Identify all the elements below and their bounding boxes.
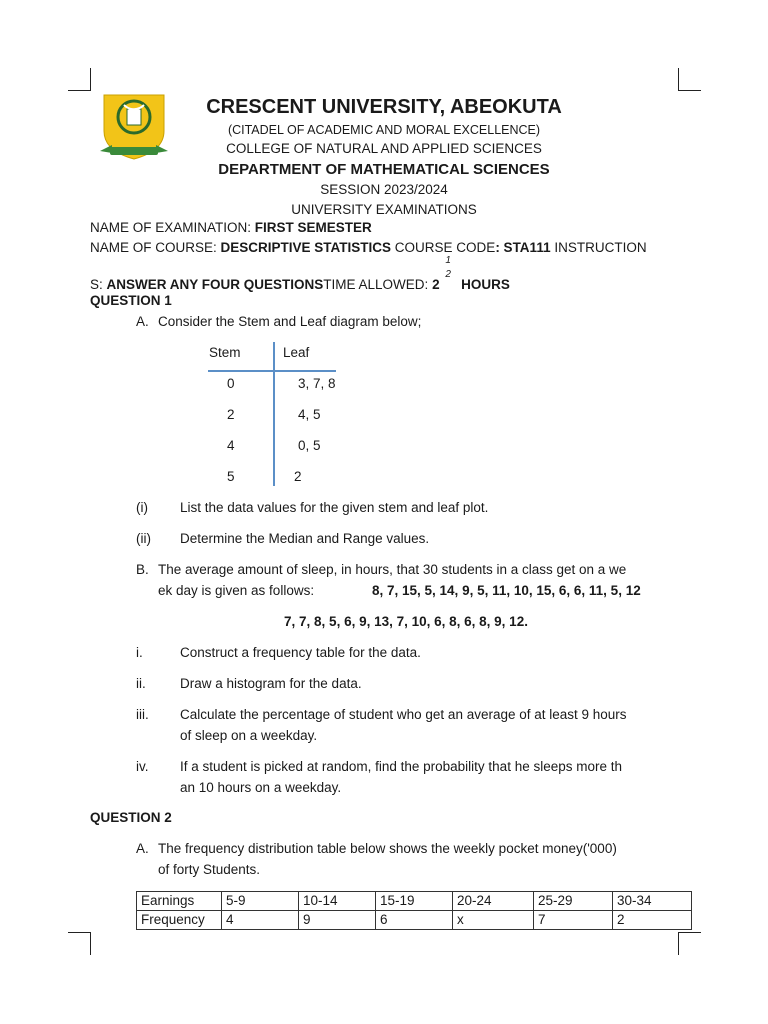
course-code-label: COURSE CODE <box>391 240 496 255</box>
instruction-value: ANSWER ANY FOUR QUESTIONS <box>106 277 324 292</box>
leaf-value: 0, 5 <box>298 438 321 453</box>
college-name: COLLEGE OF NATURAL AND APPLIED SCIENCES <box>226 141 542 156</box>
crop-mark-bottom-right <box>678 932 701 955</box>
exam-type-label: UNIVERSITY EXAMINATIONS <box>291 202 477 217</box>
q1-biv-marker: iv. <box>136 759 149 774</box>
stem-value: 5 <box>227 469 235 484</box>
crop-mark-bottom-left <box>68 932 91 955</box>
time-fraction-den: 2 <box>445 269 451 280</box>
exam-name-label: NAME OF EXAMINATION: <box>90 220 255 235</box>
q1-a-text: Consider the Stem and Leaf diagram below; <box>158 314 422 329</box>
q2-a-marker: A. <box>136 841 149 856</box>
q1-biii-line2: of sleep on a weekday. <box>180 728 318 743</box>
stem-value: 0 <box>227 376 235 391</box>
q1-biv-line2: an 10 hours on a weekday. <box>180 780 342 795</box>
leaf-value: 2 <box>294 469 302 484</box>
table-cell: 2 <box>613 911 692 930</box>
department-name: DEPARTMENT OF MATHEMATICAL SCIENCES <box>218 161 550 178</box>
instruction-label-cont: S: <box>90 277 107 292</box>
stem-value: 4 <box>227 438 235 453</box>
exam-name-line <box>90 220 372 235</box>
table-row <box>137 911 692 930</box>
session-label: SESSION 2023/2024 <box>320 182 448 197</box>
leaf-value: 4, 5 <box>298 407 321 422</box>
q1-biii-marker: iii. <box>136 707 149 722</box>
course-line <box>90 240 647 255</box>
table-cell: 4 <box>222 911 299 930</box>
table-cell: 25-29 <box>534 892 613 911</box>
question-2-title: QUESTION 2 <box>90 810 172 825</box>
q1-bii-marker: ii. <box>136 676 146 691</box>
instruction-label: INSTRUCTION <box>550 240 647 255</box>
table-cell: 20-24 <box>453 892 534 911</box>
question-1-title: QUESTION 1 <box>90 293 172 308</box>
q1-b-line2: ek day is given as follows: <box>158 583 315 598</box>
q1-b-data2: 7, 7, 8, 5, 6, 9, 13, 7, 10, 6, 8, 6, 8, 9, 12. <box>284 614 528 629</box>
q1-i-marker: (i) <box>136 500 148 515</box>
leaf-value: 3, 7, 8 <box>298 376 336 391</box>
q1-bii-text: Draw a histogram for the data. <box>180 676 362 691</box>
crop-mark-top-left <box>68 68 91 91</box>
q1-b-marker: B. <box>136 562 149 577</box>
table-cell: Frequency <box>137 911 222 930</box>
course-label: NAME OF COURSE: <box>90 240 221 255</box>
frequency-table <box>136 891 692 930</box>
q1-biv-line1: If a student is picked at random, find the probability that he sleeps more th <box>180 759 622 774</box>
table-cell: 9 <box>299 911 376 930</box>
time-fraction <box>443 255 457 289</box>
course-code-value: : STA111 <box>495 240 551 255</box>
q2-a-line1: The frequency distribution table below shows the weekly pocket money('000) <box>158 841 617 856</box>
q2-a-line2: of forty Students. <box>158 862 261 877</box>
table-cell: 6 <box>376 911 453 930</box>
q1-i-text: List the data values for the given stem and leaf plot. <box>180 500 489 515</box>
stem-leaf-horizontal-rule <box>208 370 336 372</box>
time-whole: 2 <box>432 277 440 292</box>
stem-value: 2 <box>227 407 235 422</box>
university-name: CRESCENT UNIVERSITY, ABEOKUTA <box>206 96 562 118</box>
time-unit: HOURS <box>461 277 510 292</box>
stem-leaf-vertical-rule <box>273 342 275 486</box>
table-row <box>137 892 692 911</box>
instruction-line <box>90 255 510 292</box>
table-cell: 15-19 <box>376 892 453 911</box>
q1-bi-marker: i. <box>136 645 143 660</box>
time-allowed-label: TIME ALLOWED: <box>323 277 433 292</box>
q1-ii-text: Determine the Median and Range values. <box>180 531 430 546</box>
table-cell: x <box>453 911 534 930</box>
university-motto: (CITADEL OF ACADEMIC AND MORAL EXCELLENCE) <box>227 123 541 137</box>
q1-bi-text: Construct a frequency table for the data. <box>180 645 421 660</box>
q1-b-line1: The average amount of sleep, in hours, that 30 students in a class get on a we <box>158 562 627 577</box>
table-cell: 30-34 <box>613 892 692 911</box>
stem-header: Stem <box>209 345 241 360</box>
crop-mark-top-right <box>678 68 701 91</box>
q1-a-marker: A. <box>136 314 149 329</box>
leaf-header: Leaf <box>283 345 310 360</box>
time-fraction-num: 1 <box>445 255 451 266</box>
table-cell: 5-9 <box>222 892 299 911</box>
course-value: DESCRIPTIVE STATISTICS <box>220 240 392 255</box>
q1-b-data1: 8, 7, 15, 5, 14, 9, 5, 11, 10, 15, 6, 6, 11, 5, 12 <box>372 583 641 598</box>
exam-name-value: FIRST SEMESTER <box>254 220 372 235</box>
q1-biii-line1: Calculate the percentage of student who get an average of at least 9 hours <box>180 707 627 722</box>
table-cell: 10-14 <box>299 892 376 911</box>
table-cell: 7 <box>534 911 613 930</box>
table-cell: Earnings <box>137 892 222 911</box>
q1-ii-marker: (ii) <box>136 531 151 546</box>
